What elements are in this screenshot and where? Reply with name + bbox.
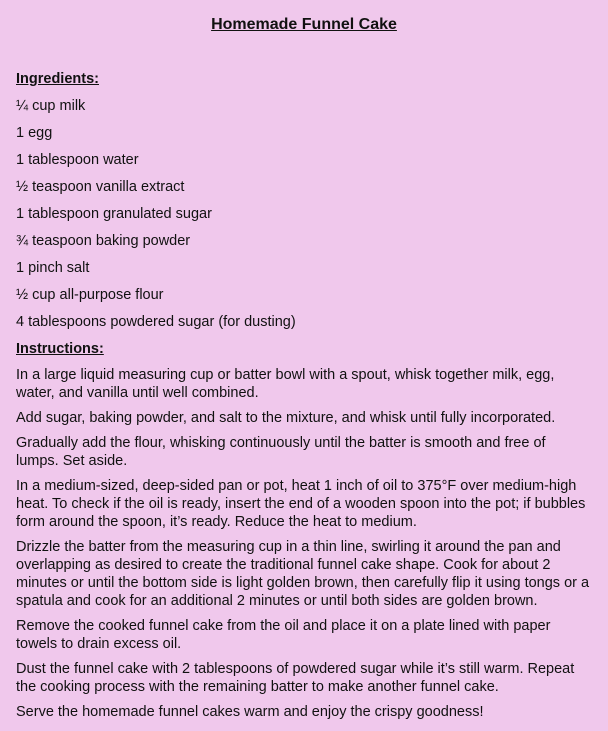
ingredient-item: ½ teaspoon vanilla extract (16, 179, 185, 195)
instruction-step: Remove the cooked funnel cake from the oil and place it on a plate lined with paper towels to drain excess oil. (16, 618, 551, 652)
instruction-step: Serve the homemade funnel cakes warm and enjoy the crispy goodness! (16, 704, 484, 720)
ingredient-item: ¼ cup milk (16, 98, 86, 114)
instruction-step: Drizzle the batter from the measuring cup in a thin line, swirling it around the pan and overlapping as desired to create the traditional funnel cake shape. Cook for about 2 minutes or until the bottom side is light golden brown, then carefully flip it using tongs or a spatula and cook for an additional 2 minutes or until both sides are golden brown. (16, 539, 590, 609)
ingredients-heading: Ingredients: (16, 71, 99, 87)
ingredient-item: 4 tablespoons powdered sugar (for dusting) (16, 314, 296, 330)
ingredient-item: 1 tablespoon water (16, 152, 139, 168)
instruction-step: Add sugar, baking powder, and salt to the mixture, and whisk until fully incorporated. (16, 410, 556, 426)
instructions-list (16, 366, 592, 721)
ingredient-item: 1 egg (16, 125, 53, 141)
ingredient-item: 1 tablespoon granulated sugar (16, 206, 212, 222)
instruction-step: Gradually add the flour, whisking continuously until the batter is smooth and free of lumps. Set aside. (16, 435, 546, 469)
page-title: Homemade Funnel Cake (211, 16, 397, 33)
instructions-heading: Instructions: (16, 341, 104, 357)
instruction-step: In a large liquid measuring cup or batter bowl with a spout, whisk together milk, egg, water, and vanilla until well combined. (16, 367, 555, 401)
ingredient-item: 1 pinch salt (16, 260, 90, 276)
ingredient-item: ½ cup all-purpose flour (16, 287, 164, 303)
ingredient-item: ¾ teaspoon baking powder (16, 233, 191, 249)
ingredients-list (16, 97, 592, 331)
instruction-step: In a medium-sized, deep-sided pan or pot, heat 1 inch of oil to 375°F over medium-high heat. To check if the oil is ready, insert the end of a wooden spoon into the pot; if bubbles form around the spoon, it’s ready. Reduce the heat to medium. (16, 478, 586, 530)
instruction-step: Dust the funnel cake with 2 tablespoons of powdered sugar while it’s still warm. Repeat the cooking process with the remaining batter to make another funnel cake. (16, 661, 575, 695)
